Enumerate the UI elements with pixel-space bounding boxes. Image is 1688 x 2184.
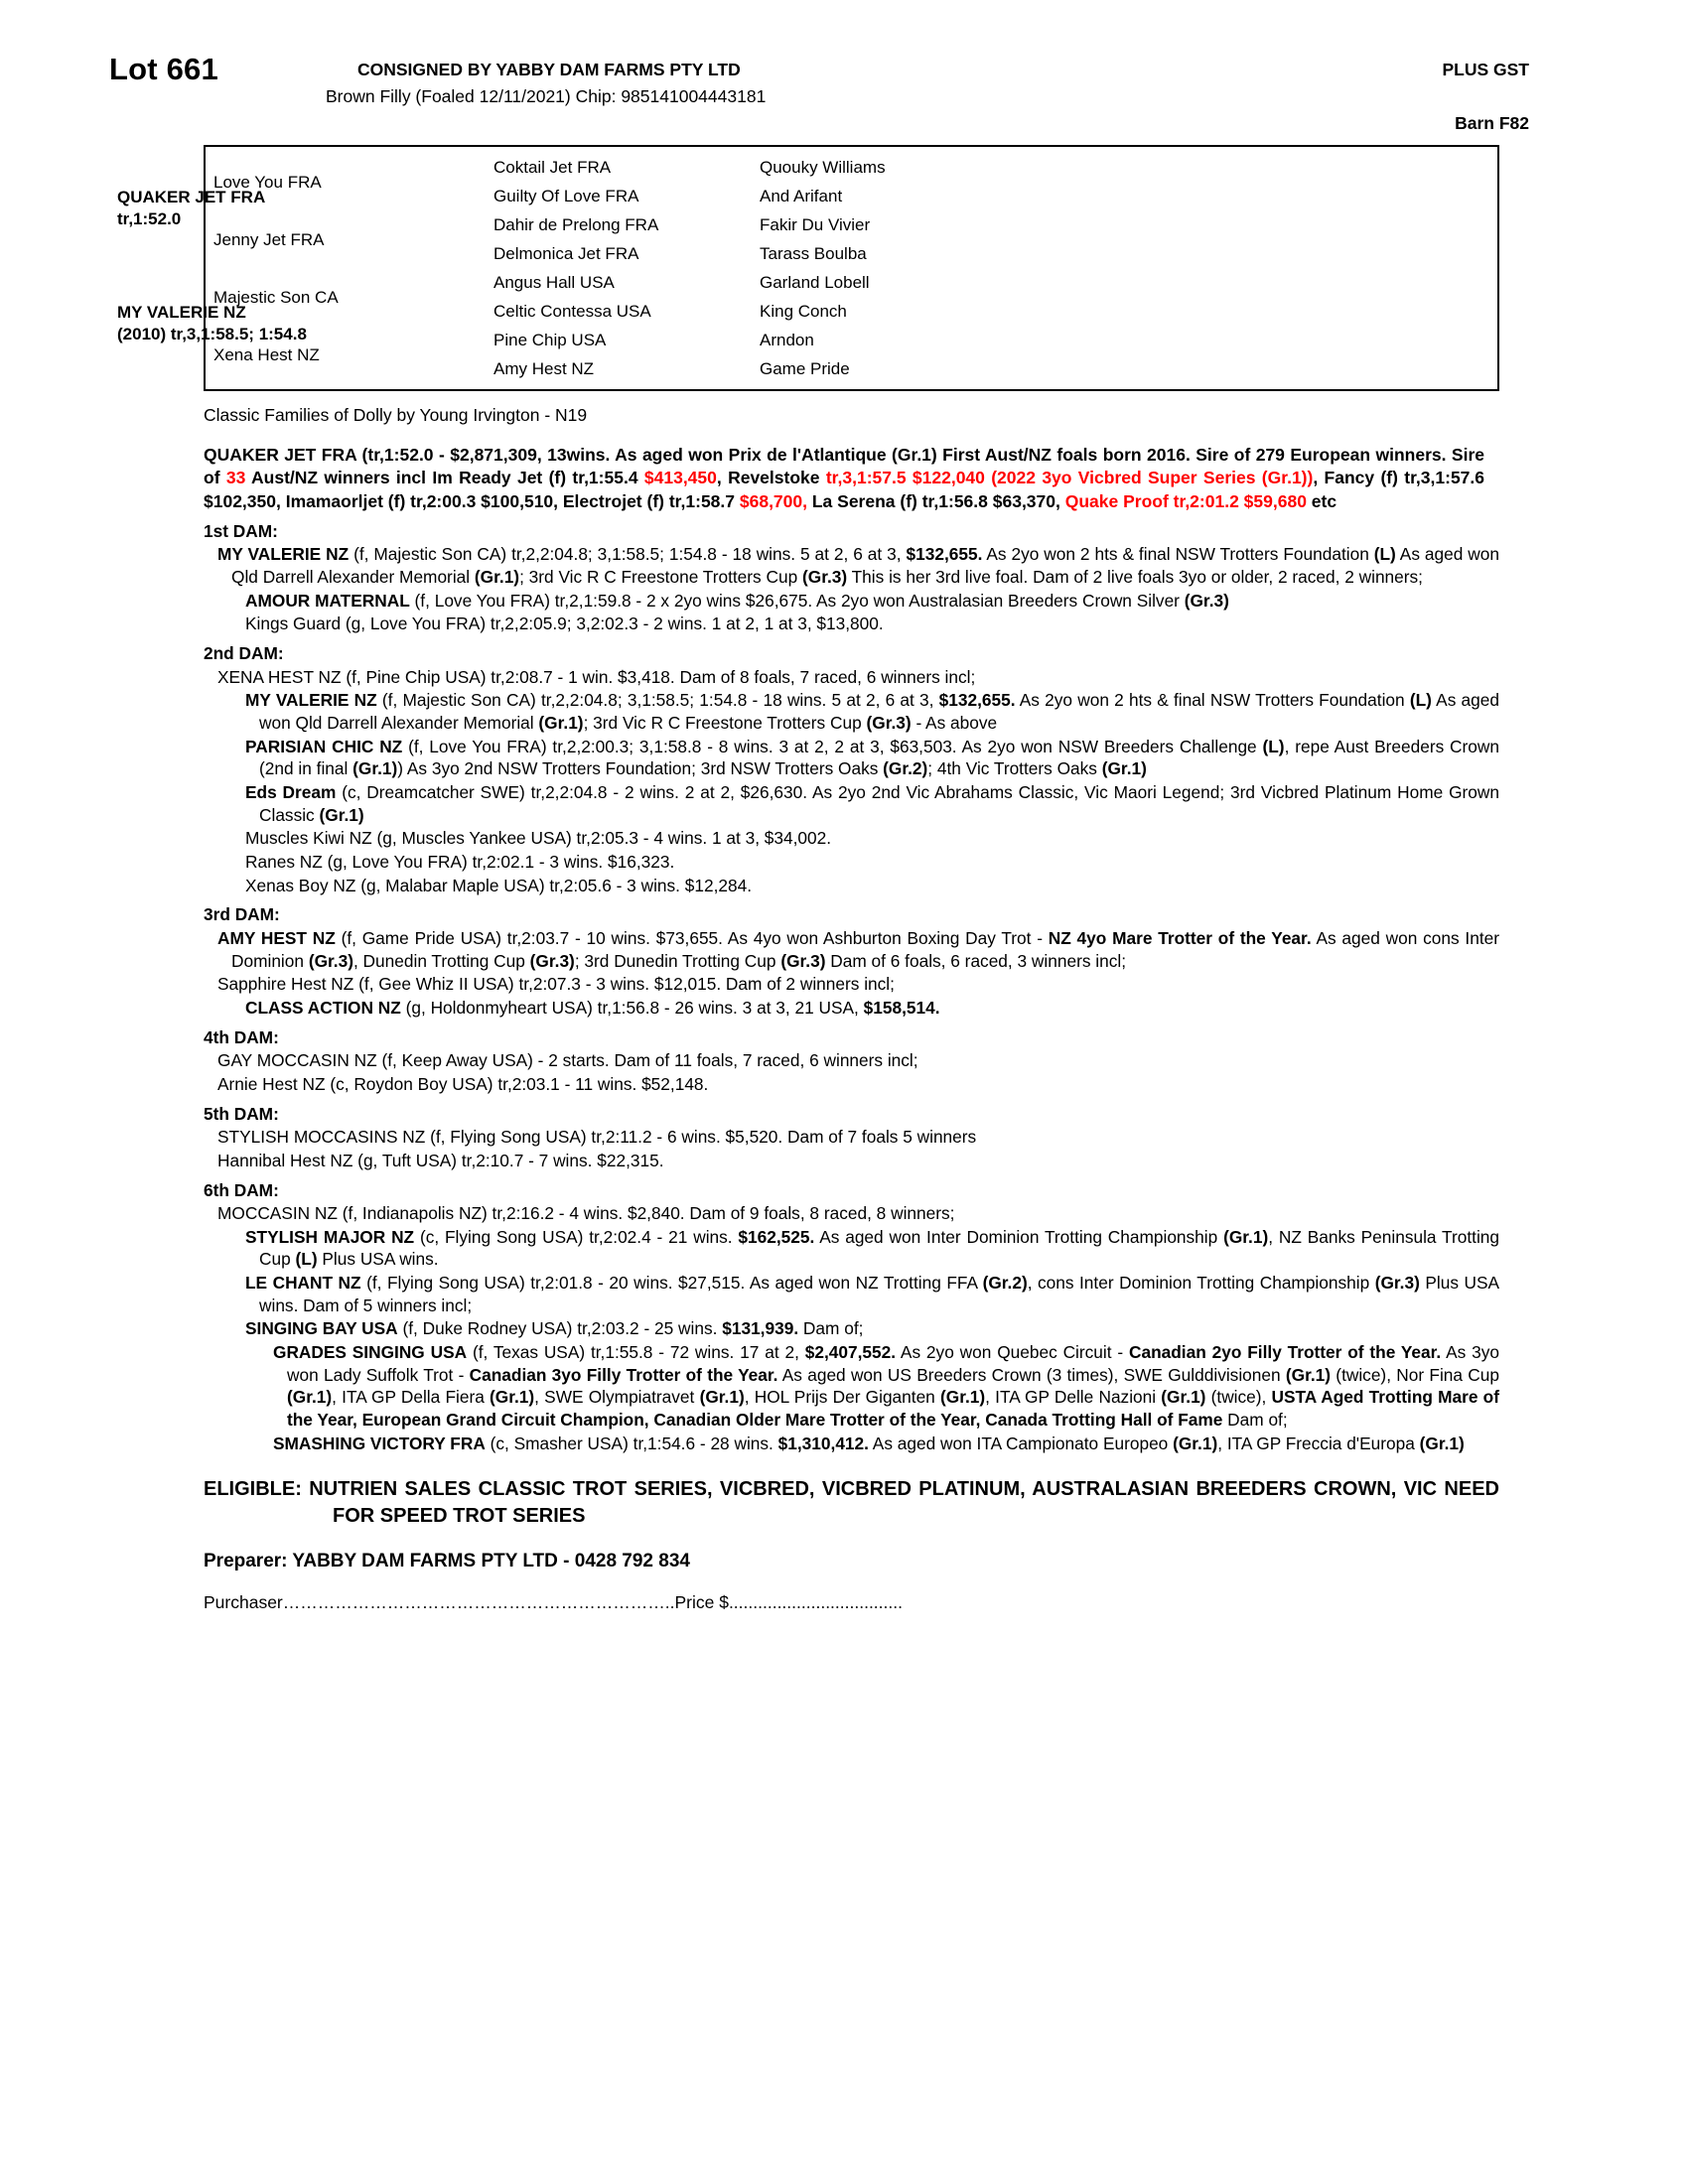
entry-fragment: As 2yo won 2 hts & final NSW Trotters Foundation bbox=[1015, 690, 1410, 711]
ggg-0: Quouky Williams bbox=[760, 158, 886, 177]
sire-name: QUAKER JET FRA bbox=[117, 188, 266, 206]
entry-fragment: ; 3rd Dunedin Trotting Cup bbox=[574, 950, 781, 971]
eligible-block bbox=[204, 1476, 1499, 1529]
entry-fragment: (Gr.2) bbox=[982, 1273, 1028, 1294]
gg-2: Dahir de Prelong FRA bbox=[493, 215, 659, 234]
entry-fragment: (Gr.3) bbox=[1374, 1273, 1420, 1294]
gg-4: Angus Hall USA bbox=[493, 273, 615, 292]
pedigree-entry bbox=[217, 1126, 1499, 1149]
entry-fragment: (Gr.3) bbox=[802, 567, 848, 588]
dam-gp-2: Xena Hest NZ bbox=[213, 344, 320, 364]
pedigree-entry bbox=[231, 1226, 1499, 1271]
entry-fragment: (f, Texas USA) tr,1:55.8 - 72 wins. 17 at 2, bbox=[467, 1342, 805, 1363]
ggg-6: Arndon bbox=[760, 331, 814, 349]
entry-fragment: AMOUR MATERNAL bbox=[245, 590, 410, 611]
entry-fragment: (twice), bbox=[1205, 1387, 1272, 1408]
pedigree-entry bbox=[231, 689, 1499, 734]
entry-fragment: (f, Duke Rodney USA) tr,2:03.2 - 25 wins. bbox=[397, 1318, 723, 1339]
dam-gp-1: Majestic Son CA bbox=[213, 287, 339, 307]
sire-para-r1: 33 bbox=[225, 468, 246, 488]
page-header bbox=[109, 44, 1579, 135]
pedigree-entry bbox=[217, 1049, 1499, 1072]
entry-fragment: LE CHANT NZ bbox=[245, 1273, 361, 1294]
entry-fragment: CLASS ACTION NZ bbox=[245, 997, 401, 1018]
pedigree-entry bbox=[245, 1433, 1499, 1455]
entry-fragment: This is her 3rd live foal. Dam of 2 live foals 3yo or older, 2 raced, 2 winners; bbox=[847, 567, 1423, 588]
entry-fragment: Hannibal Hest NZ (g, Tuft USA) tr,2:10.7 - 7 wins. $22,315. bbox=[217, 1150, 664, 1170]
entry-fragment: (Gr.1) bbox=[1419, 1433, 1465, 1453]
entry-fragment: MOCCASIN NZ (f, Indianapolis NZ) tr,2:16.2 - 4 wins. $2,840. Dam of 9 foals, 8 raced, 8 winners; bbox=[217, 1203, 955, 1224]
entry-fragment: (L) bbox=[295, 1249, 318, 1270]
entry-fragment: , repe Aust Breeders Crown (2nd in final bbox=[259, 736, 1499, 779]
entry-fragment: $162,525. bbox=[738, 1226, 815, 1247]
sire-para-r3: tr,3,1:57.5 $122,040 (2022 3yo Vicbred Super Series (Gr.1)) bbox=[825, 468, 1314, 488]
entry-fragment: (Gr.1) bbox=[287, 1387, 333, 1408]
entry-fragment: MY VALERIE NZ bbox=[245, 690, 377, 711]
entry-fragment: (Gr.1) bbox=[699, 1387, 745, 1408]
entry-fragment: (f, Game Pride USA) tr,2:03.7 - 10 wins. $73,655. As 4yo won Ashburton Boxing Day Trot - bbox=[335, 927, 1049, 948]
pedigree-entry bbox=[231, 781, 1499, 826]
ggg-7: Game Pride bbox=[760, 359, 850, 378]
entry-fragment: SINGING BAY USA bbox=[245, 1318, 398, 1339]
entry-fragment: , SWE Olympiatravet bbox=[534, 1387, 700, 1408]
pedigree-entry bbox=[245, 1341, 1499, 1432]
dam-heading: 6th DAM: bbox=[204, 1179, 279, 1200]
entry-fragment: Muscles Kiwi NZ (g, Muscles Yankee USA) tr,2:05.3 - 4 wins. 1 at 3, $34,002. bbox=[245, 828, 832, 849]
dam-name: MY VALERIE NZ bbox=[117, 303, 246, 322]
ggg-2: Fakir Du Vivier bbox=[760, 215, 871, 234]
entry-fragment: (Gr.1) bbox=[1173, 1433, 1218, 1453]
entry-fragment: (f, Love You FRA) tr,2,1:59.8 - 2 x 2yo wins $26,675. As 2yo won Australasian Breeders Crown Silver bbox=[409, 590, 1185, 611]
dam-record: (2010) tr,3,1:58.5; 1:54.8 bbox=[117, 325, 307, 343]
entry-fragment: (Gr.3) bbox=[780, 950, 826, 971]
entry-fragment: GAY MOCCASIN NZ (f, Keep Away USA) - 2 starts. Dam of 11 foals, 7 raced, 6 winners incl; bbox=[217, 1050, 918, 1071]
entry-fragment: PARISIAN CHIC NZ bbox=[245, 736, 403, 756]
entry-fragment: AMY HEST NZ bbox=[217, 927, 336, 948]
sire-paragraph bbox=[204, 444, 1484, 513]
gg-0: Coktail Jet FRA bbox=[493, 158, 612, 177]
entry-fragment: (Gr.1) bbox=[474, 567, 520, 588]
entry-fragment: $132,655. bbox=[938, 690, 1016, 711]
entry-fragment: Dam of 6 foals, 6 raced, 3 winners incl; bbox=[825, 950, 1127, 971]
entry-fragment: , Dunedin Trotting Cup bbox=[352, 950, 530, 971]
pedigree-col-parents bbox=[206, 147, 493, 389]
entry-fragment: (Gr.1) bbox=[1101, 758, 1147, 779]
entry-fragment: Plus USA wins. bbox=[317, 1249, 439, 1270]
entry-fragment: ; 4th Vic Trotters Oaks bbox=[927, 758, 1102, 779]
entry-fragment: (Gr.1) bbox=[319, 804, 364, 825]
entry-fragment: $1,310,412. bbox=[777, 1433, 869, 1453]
pedigree-table bbox=[204, 145, 1499, 391]
entry-fragment: (Gr.1) bbox=[352, 758, 398, 779]
dam-heading: 4th DAM: bbox=[204, 1026, 279, 1047]
entry-fragment: (Gr.1) bbox=[1223, 1226, 1269, 1247]
dam-sections bbox=[204, 520, 1499, 1455]
pedigree-col-great-grandparents bbox=[760, 147, 968, 389]
entry-fragment: (L) bbox=[1409, 690, 1432, 711]
pedigree-entry bbox=[231, 827, 1499, 850]
dam-heading: 2nd DAM: bbox=[204, 643, 284, 664]
entry-fragment: Dam of; bbox=[798, 1318, 864, 1339]
entry-fragment: , HOL Prijs Der Giganten bbox=[744, 1387, 941, 1408]
consignor-line: CONSIGNED BY YABBY DAM FARMS PTY LTD bbox=[357, 60, 741, 79]
entry-fragment: As 2yo won Quebec Circuit - bbox=[896, 1342, 1129, 1363]
gg-7: Amy Hest NZ bbox=[493, 359, 595, 378]
entry-fragment: Arnie Hest NZ (c, Roydon Boy USA) tr,2:03.1 - 11 wins. $52,148. bbox=[217, 1073, 709, 1094]
entry-fragment: As aged won ITA Campionato Europeo bbox=[868, 1433, 1174, 1453]
entry-fragment: , ITA GP Freccia d'Europa bbox=[1217, 1433, 1420, 1453]
entry-fragment: USTA Aged Trotting Mare of the Year, European Grand Circuit Champion, Canadian Older Mare Trotter of the Year, Canada Trotting Hall of Fame bbox=[287, 1387, 1499, 1431]
entry-fragment: NZ 4yo Mare Trotter of the Year. bbox=[1048, 927, 1312, 948]
pedigree-entry bbox=[217, 1150, 1499, 1172]
sire-record: tr,1:52.0 bbox=[117, 209, 182, 228]
entry-fragment: XENA HEST NZ (f, Pine Chip USA) tr,2:08.7 - 1 win. $3,418. Dam of 8 foals, 7 raced, 6 winners incl; bbox=[217, 666, 976, 687]
dam-heading: 5th DAM: bbox=[204, 1103, 279, 1124]
pedigree-entry bbox=[217, 543, 1499, 588]
sire-para-p4: , Fancy (f) tr,3,1:57.6 $102,350, Imamaorljet (f) tr,2:00.3 $100,510, Electrojet (f) tr,1:58.7 bbox=[204, 468, 1485, 511]
entry-fragment: (f, Love You FRA) tr,2,2:00.3; 3,1:58.8 - 8 wins. 3 at 2, 2 at 3, $63,503. As 2yo won NSW Breeders Challenge bbox=[402, 736, 1263, 756]
entry-fragment: Canadian 3yo Filly Trotter of the Year. bbox=[469, 1364, 778, 1385]
purchaser-line: Purchaser…………………………………………………………..Price $.................................... bbox=[204, 1592, 903, 1613]
entry-fragment: (L) bbox=[1262, 736, 1285, 756]
pedigree-entry bbox=[231, 875, 1499, 897]
entry-fragment: , ITA GP Della Fiera bbox=[332, 1387, 491, 1408]
entry-fragment: (f, Majestic Son CA) tr,2,2:04.8; 3,1:58.5; 1:54.8 - 18 wins. 5 at 2, 6 at 3, bbox=[376, 690, 939, 711]
entry-fragment: Dam of; bbox=[1222, 1410, 1288, 1431]
pedigree-entry bbox=[231, 590, 1499, 613]
entry-fragment: , cons Inter Dominion Trotting Championship bbox=[1027, 1273, 1375, 1294]
entry-fragment: Sapphire Hest NZ (f, Gee Whiz II USA) tr,2:07.3 - 3 wins. $12,015. Dam of 2 winners incl; bbox=[217, 974, 895, 995]
entry-fragment: (f, Majestic Son CA) tr,2,2:04.8; 3,1:58.5; 1:54.8 - 18 wins. 5 at 2, 6 at 3, bbox=[349, 544, 907, 565]
entry-fragment: (Gr.1) bbox=[1161, 1387, 1206, 1408]
entry-fragment: ; 3rd Vic R C Freestone Trotters Cup bbox=[519, 567, 802, 588]
gg-3: Delmonica Jet FRA bbox=[493, 244, 639, 263]
sire-gp-2: Jenny Jet FRA bbox=[213, 229, 325, 249]
entry-fragment: (Gr.3) bbox=[308, 950, 353, 971]
pedigree-entry bbox=[231, 1272, 1499, 1316]
entry-fragment: (Gr.3) bbox=[866, 713, 912, 734]
pedigree-entry bbox=[217, 1202, 1499, 1225]
entry-fragment: Ranes NZ (g, Love You FRA) tr,2:02.1 - 3 wins. $16,323. bbox=[245, 851, 675, 872]
entry-fragment: - As above bbox=[911, 713, 998, 734]
pedigree-entry bbox=[217, 927, 1499, 972]
entry-fragment: As 3yo won Lady Suffolk Trot - bbox=[287, 1342, 1499, 1385]
entry-fragment: $132,655. bbox=[906, 544, 983, 565]
entry-fragment: Xenas Boy NZ (g, Malabar Maple USA) tr,2:05.6 - 3 wins. $12,284. bbox=[245, 875, 753, 895]
entry-fragment: SMASHING VICTORY FRA bbox=[273, 1433, 486, 1453]
entry-fragment: (f, Flying Song USA) tr,2:01.8 - 20 wins. $27,515. As aged won NZ Trotting FFA bbox=[360, 1273, 983, 1294]
entry-fragment: Kings Guard (g, Love You FRA) tr,2,2:05.9; 3,2:02.3 - 2 wins. 1 at 2, 1 at 3, $13,800. bbox=[245, 614, 884, 634]
pedigree-entry bbox=[231, 851, 1499, 874]
sire-para-r4: $68,700, bbox=[739, 490, 807, 511]
entry-fragment: (Gr.1) bbox=[940, 1387, 986, 1408]
entry-fragment: (Gr.3) bbox=[529, 950, 575, 971]
entry-fragment: (Gr.1) bbox=[490, 1387, 535, 1408]
ggg-3: Tarass Boulba bbox=[760, 244, 867, 263]
entry-fragment: , NZ Banks Peninsula Trotting Cup bbox=[259, 1226, 1499, 1270]
sire-gp-1: Love You FRA bbox=[213, 172, 322, 192]
sire-para-r2: $413,450 bbox=[643, 468, 717, 488]
pedigree-entry bbox=[231, 736, 1499, 780]
entry-fragment: Plus USA wins. Dam of 5 winners incl; bbox=[259, 1273, 1499, 1315]
entry-fragment: As 2yo won 2 hts & final NSW Trotters Foundation bbox=[982, 544, 1374, 565]
entry-fragment: (Gr.2) bbox=[883, 758, 928, 779]
entry-fragment: (Gr.1) bbox=[1285, 1364, 1332, 1385]
entry-fragment: (Gr.3) bbox=[1184, 590, 1229, 611]
entry-fragment: $2,407,552. bbox=[804, 1342, 897, 1363]
pedigree-entry bbox=[217, 1073, 1499, 1096]
entry-fragment: As aged won Inter Dominion Trotting Championship bbox=[814, 1226, 1224, 1247]
dam-heading: 3rd DAM: bbox=[204, 904, 280, 925]
entry-fragment: As aged won Qld Darrell Alexander Memorial bbox=[259, 690, 1499, 734]
entry-fragment: As aged won cons Inter Dominion bbox=[231, 927, 1499, 971]
entry-fragment: ) As 3yo 2nd NSW Trotters Foundation; 3rd NSW Trotters Oaks bbox=[397, 758, 884, 779]
entry-fragment: (c, Smasher USA) tr,1:54.6 - 28 wins. bbox=[485, 1433, 778, 1453]
entry-fragment: (Gr.1) bbox=[538, 713, 584, 734]
entry-fragment: $158,514. bbox=[863, 997, 940, 1018]
horse-description: Brown Filly (Foaled 12/11/2021) Chip: 985141004443181 bbox=[326, 86, 767, 106]
entry-fragment: GRADES SINGING USA bbox=[273, 1342, 468, 1363]
sire-para-p2: Aust/NZ winners incl Im Ready Jet (f) tr,1:55.4 bbox=[245, 468, 644, 488]
entry-fragment: , ITA GP Delle Nazioni bbox=[985, 1387, 1162, 1408]
entry-fragment: ; 3rd Vic R C Freestone Trotters Cup bbox=[583, 713, 867, 734]
pedigree-entry bbox=[231, 613, 1499, 635]
entry-fragment: (c, Flying Song USA) tr,2:02.4 - 21 wins. bbox=[414, 1226, 739, 1247]
entry-fragment: Canadian 2yo Filly Trotter of the Year. bbox=[1128, 1342, 1442, 1363]
sire-para-p3: , Revelstoke bbox=[716, 468, 826, 488]
eligible-label: ELIGIBLE: bbox=[204, 1478, 302, 1501]
entry-fragment: As aged won US Breeders Crown (3 times), SWE Gulddivisionen bbox=[777, 1364, 1286, 1385]
ggg-4: Garland Lobell bbox=[760, 273, 870, 292]
gg-6: Pine Chip USA bbox=[493, 331, 607, 349]
sire-para-r5: Quake Proof tr,2:01.2 $59,680 bbox=[1064, 490, 1307, 511]
sire-para-p6: etc bbox=[1306, 490, 1337, 511]
entry-fragment: STYLISH MOCCASINS NZ (f, Flying Song USA) tr,2:11.2 - 6 wins. $5,520. Dam of 7 foals 5 winners bbox=[217, 1127, 977, 1148]
pedigree-entry bbox=[231, 997, 1499, 1020]
preparer-line: Preparer: YABBY DAM FARMS PTY LTD - 0428 792 834 bbox=[204, 1551, 690, 1572]
classic-families-line: Classic Families of Dolly by Young Irvington - N19 bbox=[204, 405, 588, 425]
entry-fragment: (twice), Nor Fina Cup bbox=[1331, 1364, 1499, 1385]
gg-5: Celtic Contessa USA bbox=[493, 302, 651, 321]
entry-fragment: As aged won Qld Darrell Alexander Memorial bbox=[231, 544, 1499, 588]
lot-number: Lot 661 bbox=[109, 52, 218, 86]
pedigree-entry bbox=[231, 1317, 1499, 1340]
pedigree-col-grandparents bbox=[493, 147, 760, 389]
entry-fragment: (c, Dreamcatcher SWE) tr,2,2:04.8 - 2 wins. 2 at 2, $26,630. As 2yo 2nd Vic Abrahams Classic, Vic Maori Legend; 3rd Vicbred Platinum Home Grown Classic bbox=[259, 782, 1499, 825]
entry-fragment: MY VALERIE NZ bbox=[217, 544, 350, 565]
pedigree-entry bbox=[217, 973, 1499, 996]
dam-heading: 1st DAM: bbox=[204, 520, 278, 541]
entry-fragment: (L) bbox=[1373, 544, 1396, 565]
gg-1: Guilty Of Love FRA bbox=[493, 187, 639, 205]
entry-fragment: $131,939. bbox=[722, 1318, 799, 1339]
entry-fragment: (g, Holdonmyheart USA) tr,1:56.8 - 26 wins. 3 at 3, 21 USA, bbox=[400, 997, 864, 1018]
ggg-1: And Arifant bbox=[760, 187, 843, 205]
ggg-5: King Conch bbox=[760, 302, 847, 321]
pedigree-entry bbox=[217, 666, 1499, 689]
plus-gst-label: PLUS GST bbox=[1442, 60, 1529, 79]
entry-fragment: STYLISH MAJOR NZ bbox=[245, 1226, 415, 1247]
barn-label: Barn F82 bbox=[1455, 113, 1529, 133]
sire-para-p1: QUAKER JET FRA (tr,1:52.0 - $2,871,309, 13wins. As aged won Prix de l'Atlantique (Gr.1) First Aust/NZ foals born 2016. Sire of 279 European winners. Sire of bbox=[204, 445, 1484, 488]
entry-fragment: Eds Dream bbox=[245, 782, 337, 803]
sire-para-p5: La Serena (f) tr,1:56.8 $63,370, bbox=[807, 490, 1065, 511]
eligible-text: NUTRIEN SALES CLASSIC TROT SERIES, VICBRED, VICBRED PLATINUM, AUSTRALASIAN BREEDERS CROWN, VIC NEED FOR SPEED TROT SERIES bbox=[301, 1478, 1499, 1527]
